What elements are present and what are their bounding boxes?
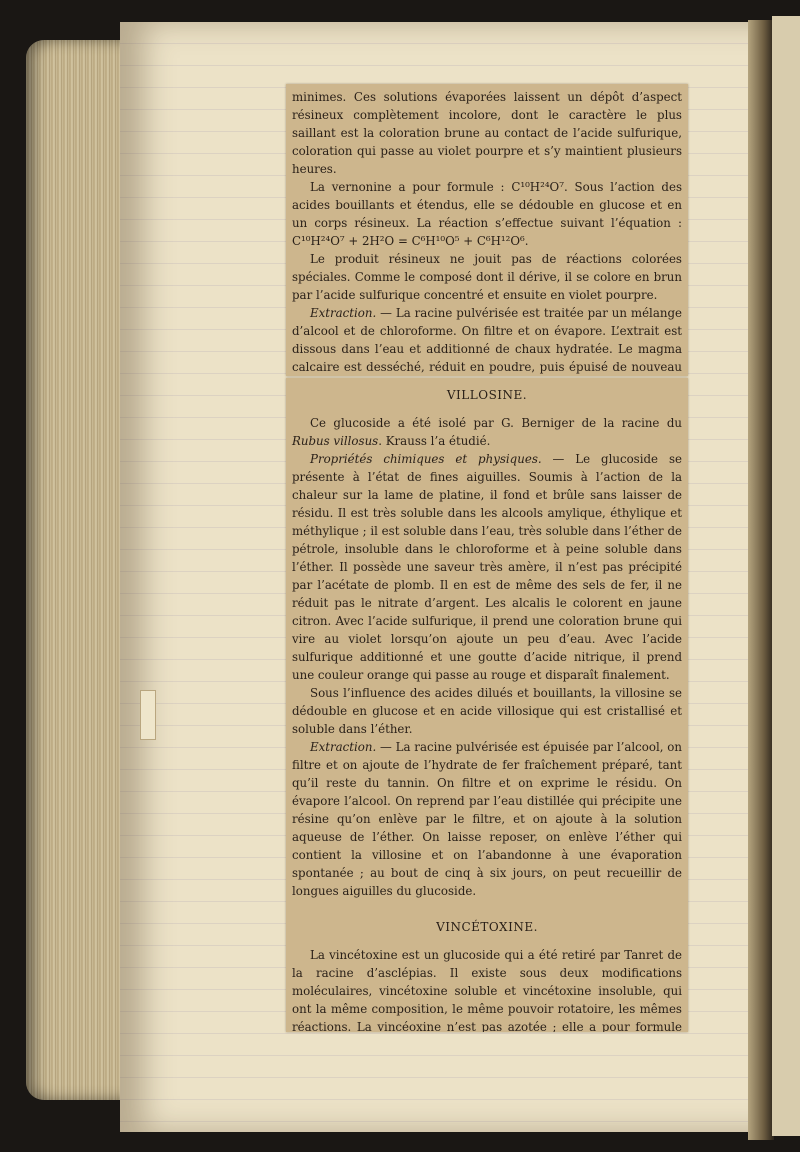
paragraph-text: — Le glucoside se présente à l’état de fines aiguilles. Soumis à l’action de la chaleur sur la lame de platine, il fond et brûle sans laisser de résidu. Il est très soluble dans les alcools amylique, éthylique et méthylique ; il est soluble dans l’eau, très soluble dans l’éther de pétrole, insoluble dans le chloroforme et à peine soluble dans l’éther. Il possède une saveur très amère, il n’est pas précipité par l’acétate de plomb. Il en est de même des sels de fer, il ne réduit pas le nitrate d’argent. Les alcalis le colorent en jaune citron. Avec l’acide sulfurique, il prend une coloration brune qui vire au violet lorsqu’on ajoute un peu d’eau. Avec l’acide sulfurique additionné et une goutte d’acide nitrique, il prend une couleur orange qui passe au rouge et disparaît finalement. [292, 452, 682, 682]
species-name: Rubus villosus [292, 434, 379, 448]
clipping-villosine-vincetoxine [286, 378, 688, 1032]
paragraph: La vernonine a pour formule : C¹⁰H²⁴O⁷. Sous l’action des acides bouillants et étendus, elle se dédouble en glucose et en un corps résineux. La réaction s’effectue suivant l’équation : C¹⁰H²⁴O⁷ + 2H²O = C⁶H¹⁰O⁵ + C⁶H¹²O⁶. [292, 180, 682, 248]
paragraph: Sous l’influence des acides dilués et bouillants, la villosine se dédouble en glucose et en acide villosique qui est cristallisé et soluble dans l’éther. [292, 686, 682, 736]
clipping-vernonine [286, 84, 688, 376]
paragraph-text: — La racine pulvérisée est traitée par un mélange d’alcool et de chloroforme. On filtre et on évapore. L’extrait est dissous dans l’eau et additionné de chaux hydratée. Le magma calcaire est desséché, réduit en poudre, puis épuisé de nouveau [292, 306, 682, 374]
paper-fold-tab [140, 690, 156, 740]
paragraph: La vincétoxine est un glucoside qui a été retiré par Tanret de la racine d’asclépias. Il existe sous deux modifications moléculaires, vincétoxine soluble et vincétoxine insoluble, qui ont la même composition, le même pouvoir rotatoire, les mêmes réactions. La vincéoxine n’est pas azotée ; elle a pour formule [292, 948, 682, 1032]
paragraph-label: Propriétés chimiques et physiques. [310, 452, 542, 466]
paragraph-text: Ce glucoside a été isolé par G. Berniger de la racine du [310, 416, 682, 430]
book-gutter [748, 20, 774, 1140]
paragraph [292, 304, 682, 376]
facing-page [772, 16, 800, 1136]
paragraph: minimes. Ces solutions évaporées laissent un dépôt d’aspect résineux complètement incolore, dont le caractère le plus saillant est la coloration brune au contact de l’acide sulfurique, coloration qui passe au violet pourpre et s’y maintient plusieurs heures. [292, 90, 682, 176]
paragraph [292, 414, 682, 450]
paragraph-label: Extraction. [310, 740, 377, 754]
paragraph [292, 738, 682, 900]
paragraph [292, 450, 682, 684]
section-title-vincetoxine: VINCÉTOXINE. [436, 920, 538, 934]
section-title-villosine: VILLOSINE. [446, 388, 528, 402]
paragraph-text: . Krauss l’a étudié. [378, 434, 491, 448]
paragraph: Le produit résineux ne jouit pas de réactions colorées spéciales. Comme le composé dont il dérive, il se colore en brun par l’acide sulfurique concentré et ensuite en violet pourpre. [292, 252, 682, 302]
paragraph-label: Extraction. [310, 306, 377, 320]
paragraph-text: — La racine pulvérisée est épuisée par l’alcool, on filtre et on ajoute de l’hydrate de fer fraîchement préparé, tant qu’il reste du tannin. On filtre et on exprime le résidu. On évapore l’alcool. On reprend par l’eau distillée qui précipite une résine qu’on enlève par le filtre, et on ajoute à la solution aqueuse de l’éther. On laisse reposer, on enlève l’éther qui contient la villosine et on l’abandonne à une évaporation spontanée ; au bout de cinq à six jours, on peut recueillir de longues aiguilles du glucoside. [292, 740, 682, 898]
